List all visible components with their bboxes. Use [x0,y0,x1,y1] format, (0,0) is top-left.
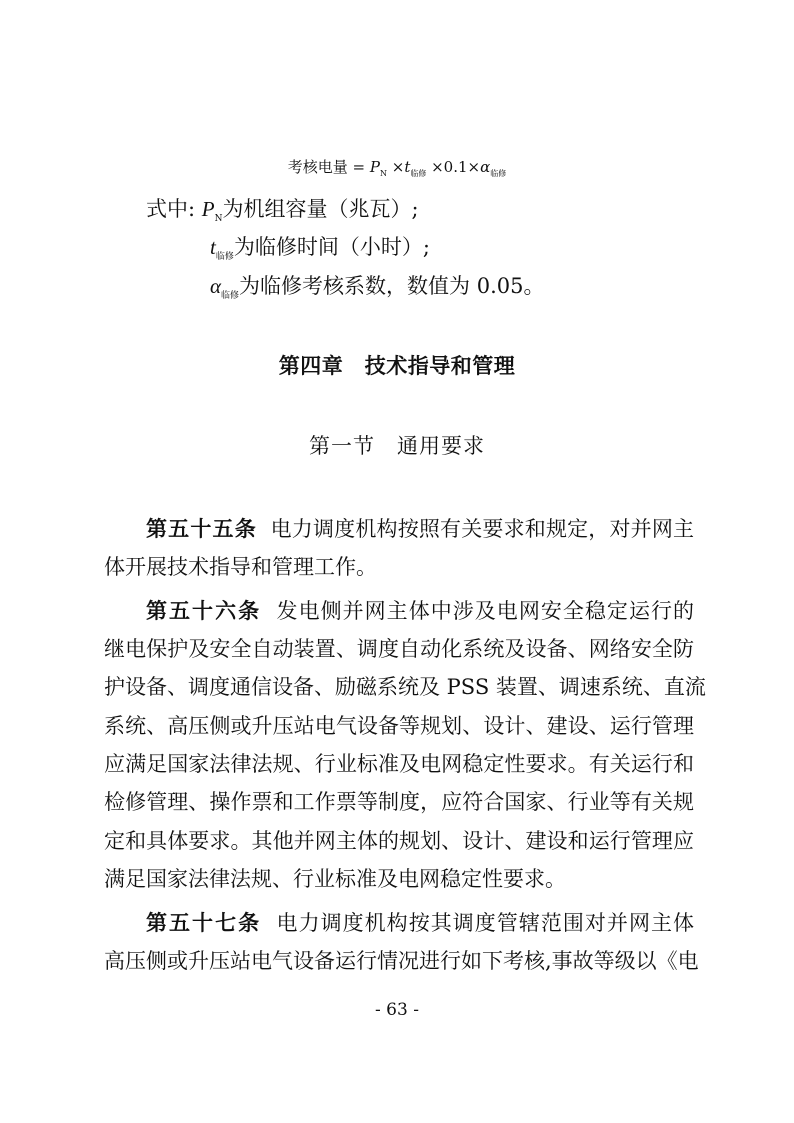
page-number: - 63 - [375,1000,419,1020]
formula-times-1: × [386,158,405,176]
article-56-line-7: 定和具体要求。其他并网主体的规划、设计、建设和运行管理应 [104,829,694,853]
formula-p-sub: N [379,169,387,178]
article-57-line-2: 高压侧或升压站电气设备运行情况进行如下考核,事故等级以《电 [104,949,699,973]
assessment-formula [0,156,794,177]
formula-alpha-sub: 临修 [490,169,507,178]
article-55-line-1 [146,513,694,543]
article-56-label: 第五十六条 [146,599,262,623]
formula-lhs: 考核电量 [287,158,348,176]
definition-p [146,193,419,223]
article-56-line-2: 继电保护及安全自动装置、调度自动化系统及设备、网络安全防 [104,637,694,661]
article-55-text-1: 电力调度机构按照有关要求和规定，对并网主 [270,517,695,541]
article-56-line-1 [146,595,694,625]
formula-p: P [369,158,380,176]
article-56-line-6: 检修管理、操作票和工作票等制度，应符合国家、行业等有关规 [104,790,694,814]
formula-equals: = [347,158,370,176]
formula-t-sub: 临修 [410,169,427,178]
definition-p-sub: N [214,214,223,224]
article-56-line-8: 满足国家法律法规、行业标准及电网稳定性要求。 [104,867,566,891]
definition-a-var: α [210,274,222,298]
definition-a-sub: 临修 [221,291,240,301]
formula-t: t [404,158,411,176]
definition-p-var: P [201,197,215,221]
chapter-title: 第四章 技术指导和管理 [278,354,516,378]
definition-t-var: t [210,235,216,259]
definition-p-text: 为机组容量（兆瓦）; [222,197,419,221]
definition-prefix: 式中: [146,197,196,221]
article-57-label: 第五十七条 [146,911,262,935]
article-56-line-5: 应满足国家法律法规、行业标准及电网稳定性要求。有关运行和 [104,752,694,776]
article-55-label: 第五十五条 [146,517,257,541]
article-56-text-1: 发电侧并网主体中涉及电网安全稳定运行的 [276,599,695,623]
article-55-line-2: 体开展技术指导和管理工作。 [104,555,377,579]
formula-times-2: ×0.1× [426,158,481,176]
definition-alpha [210,270,544,300]
definition-a-text: 为临修考核系数，数值为 0.05。 [239,274,545,298]
formula-alpha: α [480,158,491,176]
article-56-line-3: 护设备、调度通信设备、励磁系统及 PSS 装置、调速系统、直流 [104,675,706,699]
article-57-line-1 [146,907,694,937]
article-57-text-1: 电力调度机构按其调度管辖范围对并网主体 [276,911,695,935]
section-title: 第一节 通用要求 [309,434,485,458]
definition-t [210,231,430,261]
definition-t-sub: 临修 [215,252,234,262]
article-56-line-4: 系统、高压侧或升压站电气设备等规划、设计、建设、运行管理 [104,714,694,738]
definition-t-text: 为临修时间（小时）; [233,235,430,259]
